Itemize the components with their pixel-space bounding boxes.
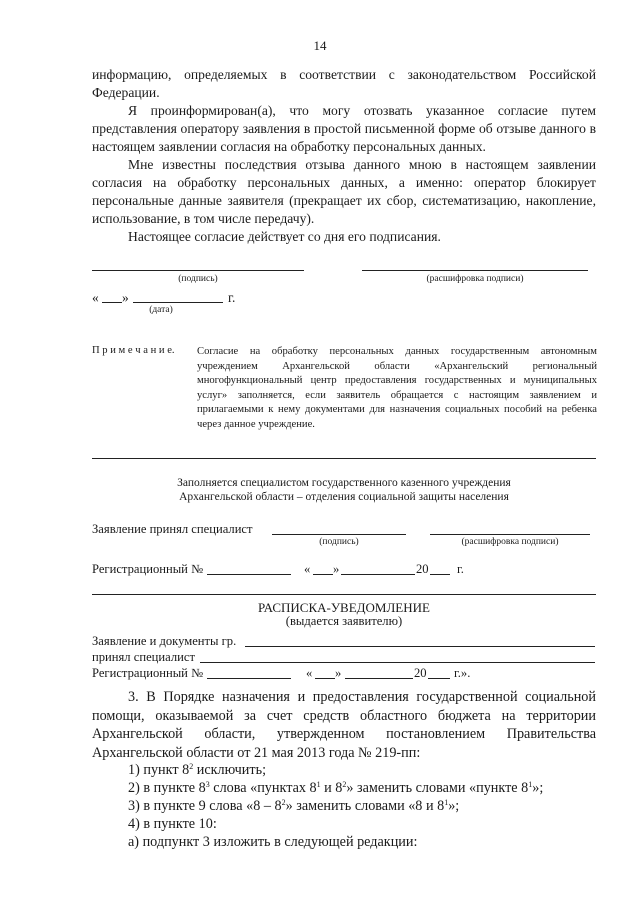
date-caption: (дата) <box>149 305 173 315</box>
divider-line <box>92 458 596 459</box>
item-number: 4) <box>128 816 140 832</box>
receipt-quote-open: « <box>306 666 313 680</box>
specialist-accepted-label: Заявление принял специалист <box>92 522 253 536</box>
signature-decode-caption: (расшифровка подписи) <box>426 274 524 284</box>
date-year-suffix: г. <box>228 290 236 305</box>
receipt-day-line[interactable] <box>315 678 335 679</box>
receipt-quote-close: » <box>335 666 342 680</box>
amendment-item-2 <box>128 780 543 797</box>
signature-line[interactable] <box>92 270 304 271</box>
note-title: П р и м е ч а н и е. <box>92 345 175 356</box>
page-number: 14 <box>313 38 327 53</box>
item-number: а) <box>128 834 140 850</box>
date-quote-open: « <box>92 290 99 305</box>
specialist-reg-number-line[interactable] <box>207 574 291 575</box>
item-text: подпункт 3 изложить в следующей редакции: <box>142 834 418 850</box>
date-quote-close: » <box>122 290 129 305</box>
item-text: в пункте 10: <box>143 816 217 832</box>
specialist-decode-caption: (расшифровка подписи) <box>461 537 559 547</box>
specialist-reg-label: Регистрационный № <box>92 562 204 576</box>
amendment-item-a <box>128 834 417 851</box>
item-number: 1) <box>128 762 140 778</box>
receipt-accepted-label: принял специалист <box>92 650 195 664</box>
receipt-title: РАСПИСКА-УВЕДОМЛЕНИЕ <box>258 600 430 615</box>
specialist-signature-caption: (подпись) <box>319 537 359 547</box>
specialist-header-line2: Архангельской области – отделения социальной защиты населения <box>179 491 509 503</box>
amendment-item-4 <box>128 816 217 833</box>
paragraph-continuation: информацию, определяемых в соответствии с законодательством Российской Федерации. <box>92 67 596 100</box>
specialist-year-suffix: г. <box>457 562 464 576</box>
amendment-item-3 <box>128 798 459 815</box>
specialist-signature-line[interactable] <box>272 534 406 535</box>
specialist-quote-close: » <box>333 562 340 576</box>
paragraph-consequences: Мне известны последствия отзыва данного мною в настоящем заявлении согласия на обработку персональных данных, а именно: оператор блокирует персональные данные заявителя (прекращает их сбор, систематизацию, накопление, использование, в том числе передачу). <box>92 157 596 226</box>
specialist-decode-line[interactable] <box>430 534 590 535</box>
receipt-subtitle: (выдается заявителю) <box>285 614 403 628</box>
receipt-accepted-line[interactable] <box>200 662 595 663</box>
receipt-year-suffix: г.». <box>454 666 471 680</box>
item-number: 2) <box>128 780 140 796</box>
item-number: 3) <box>128 798 140 814</box>
date-row <box>92 290 99 306</box>
divider-line <box>92 594 596 595</box>
specialist-month-line[interactable] <box>341 574 415 575</box>
specialist-quote-open: « <box>304 562 311 576</box>
specialist-day-line[interactable] <box>313 574 333 575</box>
signature-decode-line[interactable] <box>362 270 588 271</box>
specialist-year-prefix: 20 <box>416 562 429 576</box>
date-month-line[interactable] <box>133 302 223 303</box>
receipt-docs-label: Заявление и документы гр. <box>92 634 237 648</box>
specialist-year-line[interactable] <box>430 574 450 575</box>
receipt-year-prefix: 20 <box>414 666 427 680</box>
amendment-item-1 <box>128 762 266 779</box>
receipt-docs-line[interactable] <box>245 646 595 647</box>
specialist-header-line1: Заполняется специалистом государственного казенного учреждения <box>177 477 511 489</box>
receipt-month-line[interactable] <box>345 678 413 679</box>
paragraph-validity: Настоящее согласие действует со дня его подписания. <box>128 229 441 244</box>
receipt-reg-number-line[interactable] <box>207 678 291 679</box>
receipt-reg-label: Регистрационный № <box>92 666 204 680</box>
item-text: в пункте $8^3$ слова «пунктах $8^1$ и $8^2$» заменить словами «пункте $8^1$»; <box>143 780 544 796</box>
amendment-paragraph-3: 3. В Порядке назначения и предоставления государственной социальной помощи, оказываемой за счет средств областного бюджета на территории Архангельской области, утвержденном постановлением Правительства Архангельской области от 21 мая 2013 года № 219-пп: <box>92 689 596 761</box>
paragraph-revocation: Я проинформирован(а), что могу отозвать указанное согласие путем представления оператору заявления в простой письменной форме об отзыве данного в настоящем заявлении согласия на обработку персональных данных. <box>92 103 596 154</box>
date-day-line[interactable] <box>102 302 122 303</box>
item-text: в пункте 9 слова «$8 - 8^2$» заменить словами «8 и $8^1$»; <box>143 798 460 814</box>
signature-caption: (подпись) <box>178 274 218 284</box>
receipt-year-line[interactable] <box>428 678 450 679</box>
item-text: пункт $8^2$ исключить; <box>143 762 267 778</box>
note-text: Согласие на обработку персональных данных государственным автономным учреждением Архангельской области «Архангельский региональный многофункциональный центр предоставления государственных и муниципальных услуг» заполняется, если заявитель обращается с настоящим заявлением и прилагаемыми к нему документами для назначения социальных пособий на ребенка через данное учреждение. <box>197 346 597 430</box>
